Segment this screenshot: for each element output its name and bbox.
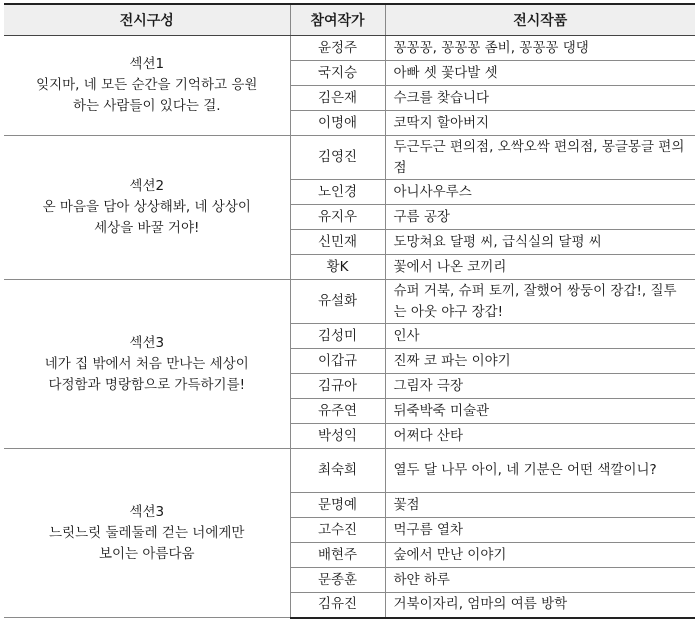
artist-cell: 문명예 xyxy=(290,493,385,518)
table-row xyxy=(4,136,695,180)
section-title: 섹션1 xyxy=(129,56,165,72)
works-cell: 꽃점 xyxy=(385,493,695,518)
artist-cell: 김유진 xyxy=(290,593,385,618)
section-cell xyxy=(4,449,290,618)
artist-cell: 김성미 xyxy=(290,324,385,349)
section-desc-line: 느릿느릿 둘레둘레 걷는 너에게만 xyxy=(49,524,245,541)
artist-cell: 김규아 xyxy=(290,374,385,399)
artist-cell: 문종훈 xyxy=(290,568,385,593)
works-cell: 두근두근 편의점, 오싹오싹 편의점, 몽글몽글 편의점 xyxy=(385,136,695,180)
works-cell: 아니사우루스 xyxy=(385,180,695,205)
artist-cell: 김영진 xyxy=(290,136,385,180)
artist-cell: 고수진 xyxy=(290,518,385,543)
artist-cell: 이갑규 xyxy=(290,349,385,374)
section-cell xyxy=(4,280,290,449)
works-cell: 거북이자리, 엄마의 여름 방학 xyxy=(385,593,695,618)
works-cell: 그림자 극장 xyxy=(385,374,695,399)
artist-cell: 박성익 xyxy=(290,424,385,449)
header-artist: 참여작가 xyxy=(290,4,385,36)
works-cell: 수크를 찾습니다 xyxy=(385,86,695,111)
artist-cell: 국지승 xyxy=(290,61,385,86)
works-cell: 구름 공장 xyxy=(385,205,695,230)
artist-cell: 김은재 xyxy=(290,86,385,111)
artist-cell: 유설화 xyxy=(290,280,385,324)
artist-cell: 이명애 xyxy=(290,111,385,136)
artist-cell: 유지우 xyxy=(290,205,385,230)
header-row xyxy=(4,4,695,36)
table-row xyxy=(4,36,695,61)
artist-cell: 황K xyxy=(290,255,385,280)
header-works: 전시작품 xyxy=(385,4,695,36)
header-section: 전시구성 xyxy=(4,4,290,36)
works-cell: 아빠 셋 꽃다발 셋 xyxy=(385,61,695,86)
works-cell: 하얀 하루 xyxy=(385,568,695,593)
section-title: 섹션3 xyxy=(129,334,165,351)
works-cell: 인사 xyxy=(385,324,695,349)
artist-cell: 신민재 xyxy=(290,230,385,255)
artist-cell: 윤정주 xyxy=(290,36,385,61)
table-row xyxy=(4,280,695,324)
works-cell: 도망쳐요 달평 씨, 급식실의 달평 씨 xyxy=(385,230,695,255)
works-cell: 진짜 코 파는 이야기 xyxy=(385,349,695,374)
section-desc-line: 네가 집 밖에서 처음 만나는 세상이 xyxy=(44,355,249,372)
section-desc-line: 온 마음을 담아 상상해봐, 네 상상이 xyxy=(42,199,251,215)
section-desc-line: 보이는 아름다움 xyxy=(98,545,195,562)
works-cell: 먹구름 열차 xyxy=(385,518,695,543)
table-row xyxy=(4,449,695,493)
section-title: 섹션3 xyxy=(129,503,165,520)
works-cell: 꽁꽁꽁, 꽁꽁꽁 좀비, 꽁꽁꽁 댕댕 xyxy=(385,36,695,61)
section-desc-line: 잊지마, 네 모든 순간을 기억하고 응원 xyxy=(36,77,258,93)
works-cell: 열두 달 나무 아이, 네 기분은 어떤 색깔이니? xyxy=(385,449,695,493)
artist-cell: 배현주 xyxy=(290,543,385,568)
section-cell xyxy=(4,136,290,280)
works-cell: 슈퍼 거북, 슈퍼 토끼, 잘했어 쌍둥이 장갑!, 질투는 아웃 야구 장갑! xyxy=(385,280,695,324)
section-desc-line: 세상을 바꿀 거야! xyxy=(94,220,200,236)
works-cell: 숲에서 만난 이야기 xyxy=(385,543,695,568)
section-cell xyxy=(4,36,290,136)
works-cell: 꽃에서 나온 코끼리 xyxy=(385,255,695,280)
section-title: 섹션2 xyxy=(129,178,165,194)
artist-cell: 최숙희 xyxy=(290,449,385,493)
artist-cell: 유주연 xyxy=(290,399,385,424)
works-cell: 코딱지 할아버지 xyxy=(385,111,695,136)
section-desc-line: 하는 사람들이 있다는 걸. xyxy=(72,98,221,114)
works-cell: 뒤죽박죽 미술관 xyxy=(385,399,695,424)
exhibition-table xyxy=(4,3,695,619)
artist-cell: 노인경 xyxy=(290,180,385,205)
section-desc-line: 다정함과 명랑함으로 가득하기를! xyxy=(48,376,246,393)
works-cell: 어쩌다 산타 xyxy=(385,424,695,449)
